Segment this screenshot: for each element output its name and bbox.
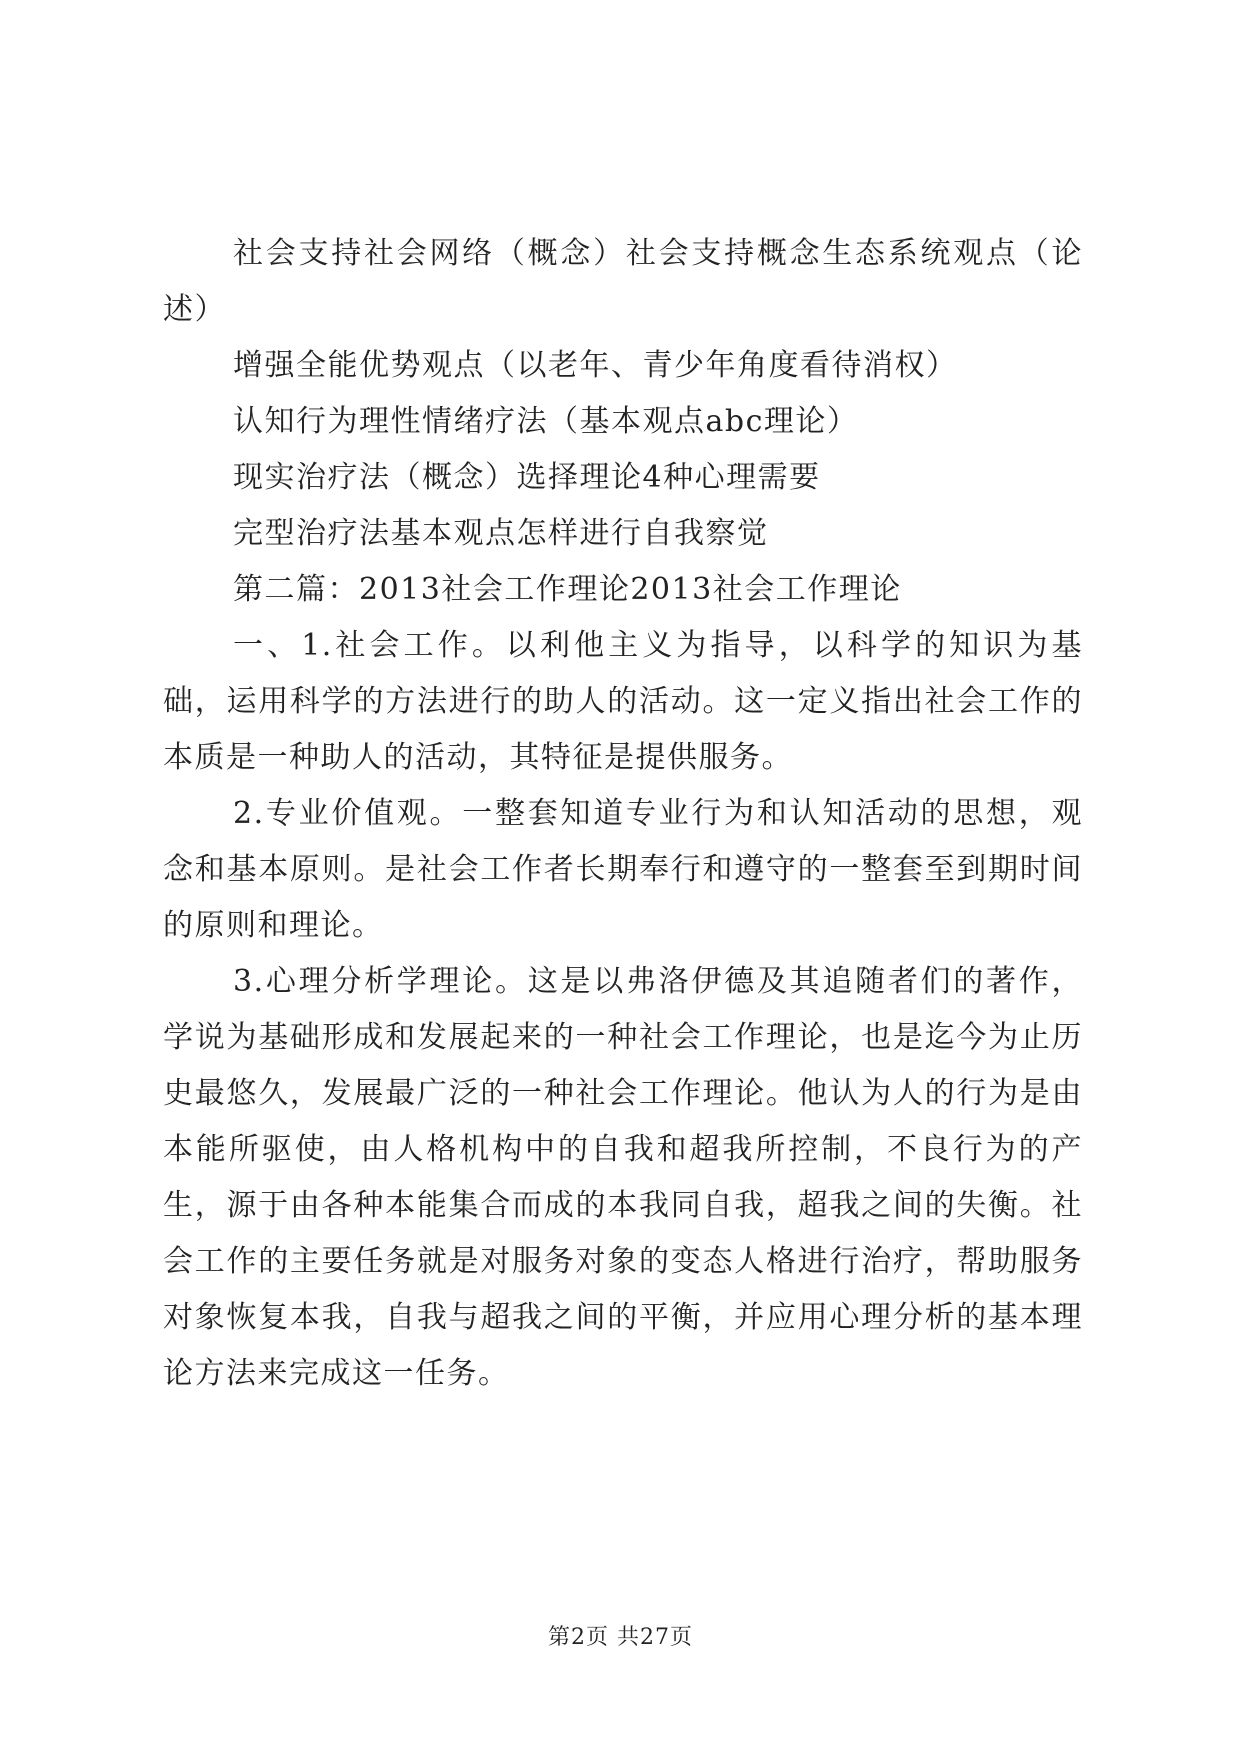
paragraph-empowerment: 增强全能优势观点（以老年、青少年角度看待消权） (233, 348, 958, 383)
paragraph-gestalt-therapy: 完型治疗法基本观点怎样进行自我察觉 (233, 516, 769, 551)
document-body (163, 226, 1083, 1402)
paragraph-social-support: 社会支持社会网络（概念）社会支持概念生态系统观点（论述） (163, 236, 1083, 327)
paragraph-cognitive-behavior: 认知行为理性情绪疗法（基本观点abc理论） (233, 404, 859, 439)
page-number-footer: 第2页 共27页 (548, 1625, 693, 1650)
paragraph-social-work-definition: 一、1.社会工作。以利他主义为指导，以科学的知识为基础，运用科学的方法进行的助人的活动。这一定义指出社会工作的本质是一种助人的活动，其特征是提供服务。 (163, 628, 1083, 775)
paragraph-psychoanalytic-theory: 3.心理分析学理论。这是以弗洛伊德及其追随者们的著作，学说为基础形成和发展起来的一种社会工作理论，也是迄今为止历史最悠久，发展最广泛的一种社会工作理论。他认为人的行为是由本能所驱使，由人格机构中的自我和超我所控制，不良行为的产生，源于由各种本能集合而成的本我同自我，超我之间的失衡。社会工作的主要任务就是对服务对象的变态人格进行治疗，帮助服务对象恢复本我，自我与超我之间的平衡，并应用心理分析的基本理论方法来完成这一任务。 (163, 964, 1083, 1391)
paragraph-professional-values: 2.专业价值观。一整套知道专业行为和认知活动的思想，观念和基本原则。是社会工作者长期奉行和遵守的一整套至到期时间的原则和理论。 (163, 796, 1083, 943)
section-heading-part-two: 第二篇：2013社会工作理论2013社会工作理论 (233, 572, 902, 607)
paragraph-reality-therapy: 现实治疗法（概念）选择理论4种心理需要 (233, 460, 821, 495)
